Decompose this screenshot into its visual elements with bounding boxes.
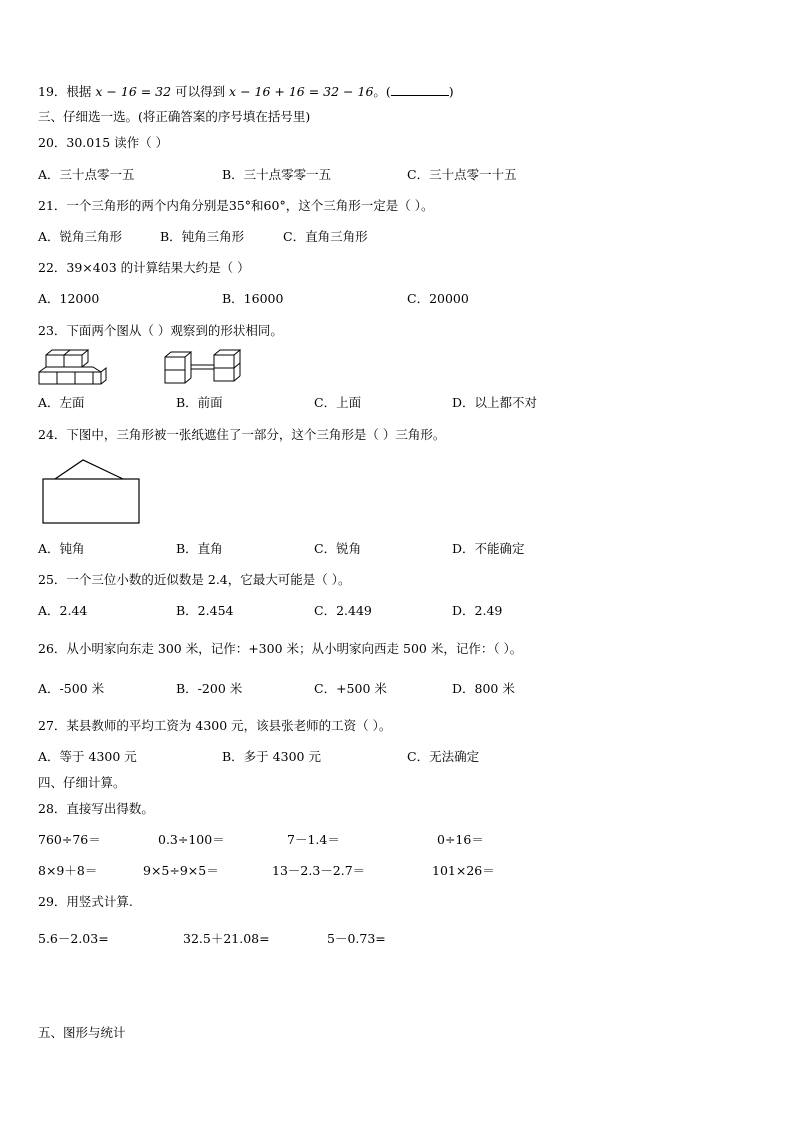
q28-item-7: 13－2.3－2.7＝ bbox=[272, 863, 366, 878]
q23-option-d[interactable]: D．以上都不对 bbox=[452, 395, 538, 410]
question-24: 24．下图中，三角形被一张纸遮住了一部分，这个三角形是（ ）三角形。 bbox=[38, 427, 446, 442]
q19-equation-2: x − 16 + 16 = 32 − 16 bbox=[229, 84, 374, 99]
q29-item-1: 5.6－2.03= bbox=[38, 931, 109, 946]
q23-option-a[interactable]: A．左面 bbox=[38, 395, 85, 410]
q27-option-c[interactable]: C．无法确定 bbox=[407, 749, 480, 764]
q23-option-b[interactable]: B．前面 bbox=[176, 395, 223, 410]
q25-option-d[interactable]: D．2.49 bbox=[452, 603, 503, 618]
q22-option-b[interactable]: B．16000 bbox=[222, 291, 284, 306]
q24-options bbox=[0, 541, 794, 557]
q23-options bbox=[0, 395, 794, 411]
q21-options bbox=[0, 229, 794, 245]
q28-item-6: 9×5÷9×5＝ bbox=[143, 863, 219, 878]
q26-option-c[interactable]: C．+500 米 bbox=[314, 681, 387, 696]
section-4-title: 四、仔细计算。 bbox=[38, 775, 126, 790]
q27-options bbox=[0, 749, 794, 765]
q20-options bbox=[0, 167, 794, 183]
q29-item-3: 5－0.73= bbox=[327, 931, 386, 946]
covered-triangle-figure bbox=[41, 457, 141, 527]
question-29: 29．用竖式计算. bbox=[38, 894, 133, 909]
q24-option-d[interactable]: D．不能确定 bbox=[452, 541, 525, 556]
cube-figure-right bbox=[162, 347, 242, 387]
q19-suffix: 。( bbox=[373, 84, 391, 99]
q26-option-a[interactable]: A．-500 米 bbox=[38, 681, 105, 696]
q21-option-a[interactable]: A．锐角三角形 bbox=[38, 229, 123, 244]
q28-item-5: 8×9＋8＝ bbox=[38, 863, 98, 878]
q28-item-2: 0.3÷100＝ bbox=[158, 832, 225, 847]
q22-option-a[interactable]: A．12000 bbox=[38, 291, 100, 306]
q26-options bbox=[0, 681, 794, 697]
question-25: 25．一个三位小数的近似数是 2.4，它最大可能是（ ）。 bbox=[38, 572, 351, 587]
question-27: 27．某县教师的平均工资为 4300 元，该县张老师的工资（ ）。 bbox=[38, 718, 392, 733]
q25-option-c[interactable]: C．2.449 bbox=[314, 603, 372, 618]
q28-item-8: 101×26＝ bbox=[432, 863, 495, 878]
q22-option-c[interactable]: C．20000 bbox=[407, 291, 469, 306]
q27-option-a[interactable]: A．等于 4300 元 bbox=[38, 749, 137, 764]
q19-prefix: 19．根据 bbox=[38, 84, 96, 99]
q19-mid: 可以得到 bbox=[171, 84, 230, 99]
q19-close: ) bbox=[448, 84, 454, 99]
question-28: 28．直接写出得数。 bbox=[38, 801, 154, 816]
section-5-title: 五、图形与统计 bbox=[38, 1025, 126, 1040]
q22-options bbox=[0, 291, 794, 307]
q20-option-b[interactable]: B．三十点零零一五 bbox=[222, 167, 332, 182]
question-21: 21．一个三角形的两个内角分别是35°和60°，这个三角形一定是（ ）。 bbox=[38, 198, 434, 213]
question-19 bbox=[38, 84, 454, 100]
section-3-title: 三、仔细选一选。(将正确答案的序号填在括号里) bbox=[38, 109, 311, 124]
q25-option-a[interactable]: A．2.44 bbox=[38, 603, 88, 618]
q26-option-d[interactable]: D．800 米 bbox=[452, 681, 515, 696]
q21-option-b[interactable]: B．钝角三角形 bbox=[160, 229, 245, 244]
q20-option-a[interactable]: A．三十点零一五 bbox=[38, 167, 135, 182]
q28-item-1: 760÷76＝ bbox=[38, 832, 101, 847]
q24-option-b[interactable]: B．直角 bbox=[176, 541, 223, 556]
q24-option-c[interactable]: C．锐角 bbox=[314, 541, 362, 556]
question-22: 22．39×403 的计算结果大约是（ ） bbox=[38, 260, 250, 275]
q21-option-c[interactable]: C．直角三角形 bbox=[283, 229, 368, 244]
q27-option-b[interactable]: B．多于 4300 元 bbox=[222, 749, 321, 764]
q23-option-c[interactable]: C．上面 bbox=[314, 395, 362, 410]
q28-item-3: 7－1.4＝ bbox=[287, 832, 340, 847]
q28-item-4: 0÷16＝ bbox=[437, 832, 484, 847]
question-26: 26．从小明家向东走 300 米，记作：+300 米；从小明家向西走 500 米，记作：（ ）。 bbox=[38, 641, 523, 656]
cube-figure-left bbox=[36, 347, 106, 387]
question-20: 20．30.015 读作（ ） bbox=[38, 135, 169, 150]
q24-option-a[interactable]: A．钝角 bbox=[38, 541, 85, 556]
q25-options bbox=[0, 603, 794, 619]
q19-equation-1: x − 16 = 32 bbox=[95, 84, 172, 99]
q25-option-b[interactable]: B．2.454 bbox=[176, 603, 234, 618]
q29-item-2: 32.5＋21.08= bbox=[183, 931, 270, 946]
q20-option-c[interactable]: C．三十点零一十五 bbox=[407, 167, 517, 182]
q19-answer-blank[interactable] bbox=[391, 84, 449, 96]
q26-option-b[interactable]: B．-200 米 bbox=[176, 681, 243, 696]
question-23: 23．下面两个图从（ ）观察到的形状相同。 bbox=[38, 323, 283, 338]
